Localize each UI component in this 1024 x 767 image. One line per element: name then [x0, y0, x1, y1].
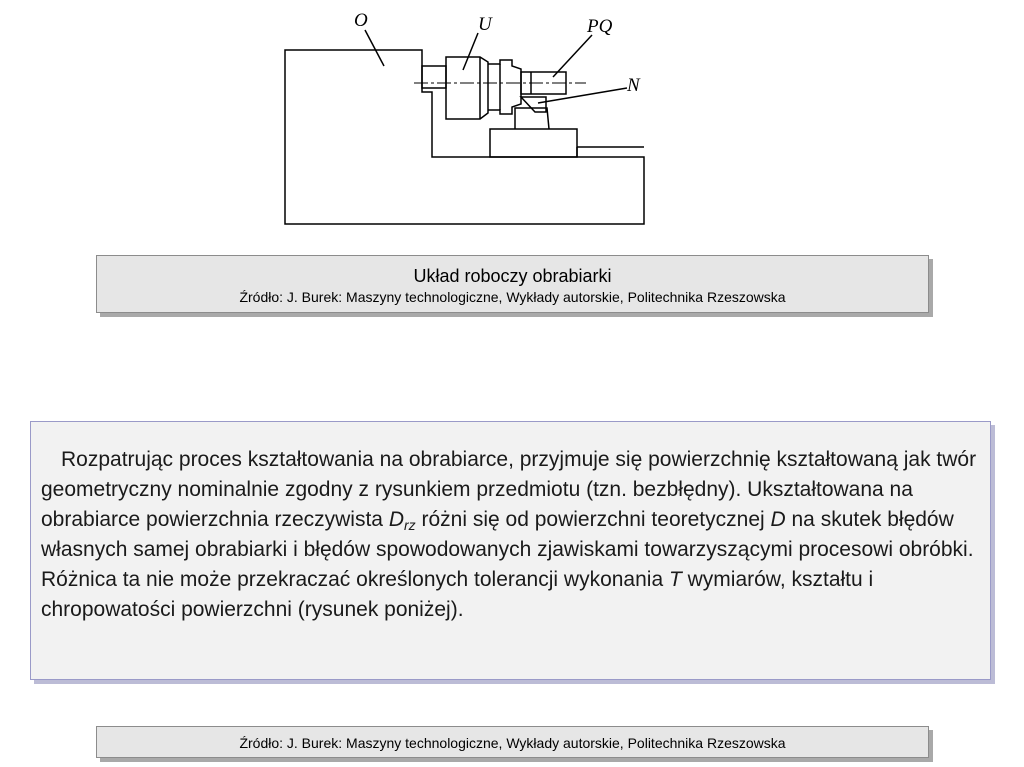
label-PQ: PQ — [587, 16, 613, 37]
footer-source-box — [96, 726, 929, 758]
label-N: N — [627, 75, 640, 96]
paragraph-part-4: wymiarów, kształtu i chropowatości powierzchni (rysunek poniżej). — [41, 568, 874, 621]
cutting-tool — [521, 97, 546, 112]
paragraph-part-1: Rozpatrując proces kształtowania na obrabiarce, przyjmuje się powierzchnię kształtowaną jak twór geometryczny nominalnie zgodny z rysunkiem przedmiotu (tzn. bezbłędny). Ukształtowana na obrabiarce powierzchnia rzeczywista — [41, 448, 977, 531]
description-box — [30, 421, 991, 680]
caption-title: Układ roboczy obrabiarki — [413, 266, 612, 286]
carriage — [490, 129, 577, 157]
label-O: O — [354, 10, 368, 31]
description-paragraph — [41, 445, 978, 625]
footer-source: Źródło: J. Burek: Maszyny technologiczne, Wykłady autorskie, Politechnika Rzeszowska — [239, 735, 786, 751]
chuck — [446, 57, 488, 119]
tool-holder — [515, 108, 549, 129]
machine-tool-diagram — [0, 0, 1024, 250]
symbol-drz-subscript: rz — [403, 517, 416, 533]
figure-caption — [96, 255, 929, 313]
leader-PQ — [553, 35, 592, 77]
label-U: U — [478, 14, 492, 35]
leader-N — [538, 88, 627, 103]
symbol-t: T — [668, 568, 682, 591]
chuck-jaws — [488, 60, 521, 114]
paragraph-part-2: różni się od powierzchni teoretycznej — [415, 508, 771, 531]
machine-body — [285, 50, 644, 224]
caption-source: Źródło: J. Burek: Maszyny technologiczne, Wykłady autorskie, Politechnika Rzeszowska — [239, 289, 786, 305]
spindle-stub — [422, 66, 446, 88]
symbol-d: D — [770, 508, 786, 531]
paragraph-part-3: na skutek błędów własnych samej obrabiarki i błędów spowodowanych zjawiskami towarzyszącymi procesowi obróbki. Różnica ta nie może przekraczać określonych tolerancji wykonania — [41, 508, 974, 591]
leader-O — [365, 30, 384, 66]
symbol-drz: D — [388, 508, 404, 531]
leader-U — [463, 33, 478, 70]
